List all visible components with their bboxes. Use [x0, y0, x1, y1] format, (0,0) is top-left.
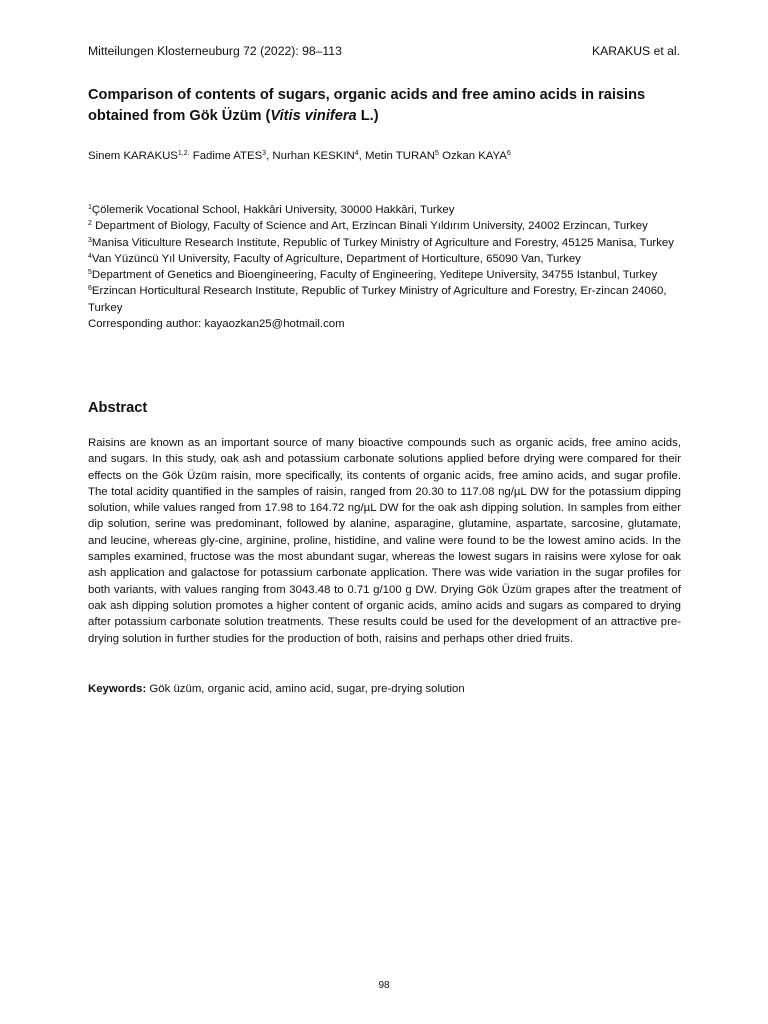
abstract-heading: Abstract — [88, 400, 148, 416]
abstract-body: Raisins are known as an important source of many bioactive compounds such as organic acids, free amino acids, and sugars. In this study, oak ash and potassium carbonate solutions applied before drying were compared for their effects on the Gök Üzüm raisin, more specifically, its contents of organic acids, free amino acids, and sugar profile. The total acidity quantified in the samples of raisin, ranged from 20.30 to 117.08 ng/µL DW for the potassium dipping solution, while values ranged from 17.98 to 164.72 ng/µL DW for the oak ash dipping solution. In samples from either dip solution, serine was predominant, followed by alanine, asparagine, glutamine, aspartate, sarcosine, glutamate, and leucine, whereas gly-cine, arginine, proline, histidine, and valine were found to be the lowest amino acids. In the samples examined, fructose was the most abundant sugar, whereas the lowest sugars in raisins were xylose for oak ash application and galactose for potassium carbonate application. There was wide variation in the sugar profiles for both variants, with values ranging from 3043.48 to 0.71 g/100 g DW. Drying Gök Üzüm grapes after the treatment of oak ash dipping solution promotes a higher content of organic acids, amino acids and sugars as compared to drying after potassium carbonate solution treatments. These results could be used for the development of an attractive pre-drying solution in further studies for the production of both, raisins and perhaps other dried fruits. — [88, 437, 681, 645]
affiliation-text: Çölemerik Vocational School, Hakkâri University, 30000 Hakkâri, Turkey — [91, 204, 455, 216]
affiliation — [88, 283, 684, 316]
title-text: Comparison of contents of sugars, organic acids and free amino acids in raisins obtained from Gök Üzüm ( — [88, 87, 646, 124]
author-list — [88, 148, 688, 164]
author-name: Sinem KARAKUS — [88, 150, 178, 162]
affiliation — [88, 251, 684, 267]
affiliation-number: 5 — [88, 269, 92, 277]
affiliation-number: 1 — [88, 204, 92, 211]
author-separator: . — [187, 150, 190, 157]
author-affiliation-mark: 1,2 — [177, 150, 188, 157]
affiliation-number: 6 — [88, 285, 92, 293]
affiliation-text: Manisa Viticulture Research Institute, Republic of Turkey Ministry of Agriculture and Forestry, 45125 Manisa, Turkey — [91, 236, 674, 249]
author-name: Metin TURAN — [364, 150, 436, 162]
paper-title — [88, 85, 688, 127]
title-end: L.) — [356, 108, 379, 124]
running-header — [88, 43, 680, 59]
author-separator: , — [266, 150, 273, 162]
author-affiliation-mark: 4 — [354, 150, 359, 157]
keywords — [88, 681, 681, 697]
affiliation-number: 3 — [88, 236, 92, 244]
affiliation — [88, 202, 684, 218]
affiliation-text: Erzincan Horticultural Research Institute, Republic of Turkey Ministry of Agriculture and Forestry, Er-zincan 24060, Turkey — [88, 285, 667, 314]
author-affiliation-mark: 5 — [435, 150, 439, 157]
title-species: Vitis vinifera — [270, 108, 357, 124]
affiliation-list — [88, 202, 684, 332]
affiliation-text: Department of Biology, Faculty of Science and Art, Erzincan Binali Yıldırım University, 24002 Erzincan, Turkey — [91, 220, 648, 233]
running-author: KARAKUS et al. — [591, 44, 680, 58]
affiliation — [88, 218, 684, 234]
author-affiliation-mark: 6 — [506, 150, 511, 157]
page-number: 98 — [378, 980, 390, 991]
affiliation — [88, 235, 684, 251]
corresponding-author: Corresponding author: kayaozkan25@hotmail.com — [88, 318, 345, 331]
author-separator: , — [358, 150, 365, 162]
affiliation-number: 2 — [88, 220, 92, 228]
keywords-text: Gök üzüm, organic acid, amino acid, sugar, pre-drying solution — [146, 683, 465, 695]
affiliation-text: Van Yüzüncü Yıl University, Faculty of Agriculture, Department of Horticulture, 65090 Van, Turkey — [91, 252, 581, 265]
author-affiliation-mark: 3 — [262, 150, 267, 157]
journal-citation: Mitteilungen Klosterneuburg 72 (2022): 98–113 — [88, 44, 342, 58]
author-name: Fadime ATES — [192, 150, 263, 162]
author-name: Ozkan KAYA — [442, 150, 507, 162]
affiliation-text: Department of Genetics and Bioengineering, Faculty of Engineering, Yeditepe University, 34755 Istanbul, Turkey — [91, 269, 658, 282]
keywords-label: Keywords: — [88, 683, 147, 695]
affiliation-number: 4 — [88, 252, 92, 260]
affiliation — [88, 267, 684, 283]
author-name: Nurhan KESKIN — [272, 150, 355, 162]
